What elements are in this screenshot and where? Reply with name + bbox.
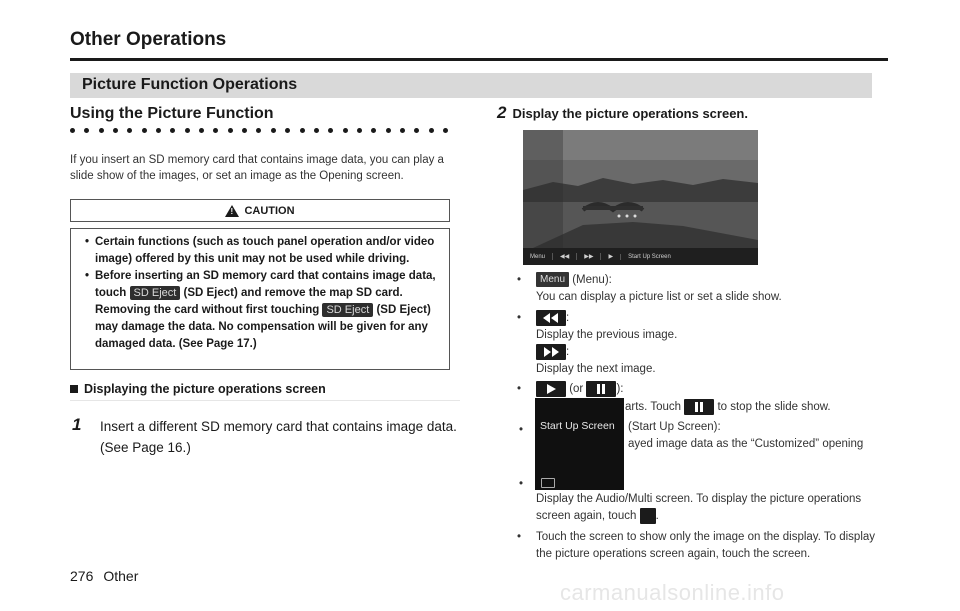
screen-play-icon: ▶	[600, 253, 620, 260]
start-up-screen-label: Start Up Screen	[540, 420, 615, 432]
sd-eject-chip: SD Eject	[322, 303, 373, 317]
subsection-title: Using the Picture Function	[70, 105, 274, 122]
divider	[70, 400, 460, 401]
screen-menu-label: Menu	[530, 253, 546, 260]
bullet: •	[519, 478, 524, 490]
intro-paragraph: If you insert an SD memory card that contains image data, you can play a slide show of the images, or set an image as the Opening screen.	[70, 154, 444, 182]
caution-label: CAUTION	[244, 204, 295, 217]
square-bullet-icon	[70, 385, 78, 393]
page-number: 276	[70, 568, 94, 584]
step-number: 1	[72, 415, 82, 434]
dotted-divider	[70, 128, 448, 134]
screen-next-icon: ▶▶	[576, 253, 600, 260]
warning-icon	[225, 205, 239, 217]
item-touch-screen: • Touch the screen to show only the image on the display. To display the picture operations screen again, touch the screen.	[517, 531, 876, 560]
item-prev-next: • : Display the previous image. : Display the next image.	[517, 312, 678, 376]
play-description: arts. Touch to stop the slide show.	[625, 399, 831, 415]
item-play-pause: • (or ):	[517, 383, 624, 396]
step-number: 2	[497, 103, 507, 122]
step-2	[497, 103, 748, 123]
caution-body	[70, 228, 450, 370]
audio-description: Display the Audio/Multi screen. To display the picture operations screen again, touch .	[536, 493, 862, 523]
bullet: •	[519, 424, 524, 436]
sd-eject-chip: SD Eject	[130, 286, 181, 300]
step-text: Insert a different SD memory card that contains image data. (See Page 16.)	[100, 419, 457, 455]
startup-description: (Start Up Screen): ayed image data as the “Customized” opening	[628, 421, 864, 450]
screen-prev-icon: ◀◀	[552, 253, 576, 260]
fast-forward-icon	[536, 344, 566, 360]
caution-item: • Before inserting an SD memory card that contains image data, touch SD Eject (SD Eject) and remove the map SD card. Removing the card without first touching SD Eject (SD Eject) may damage the data. No compensation will be given for any damaged data. (See Page 17.)	[85, 268, 441, 353]
footer-section: Other	[103, 568, 139, 584]
menu-button: Menu	[536, 272, 569, 287]
section-title: Picture Function Operations	[82, 76, 298, 93]
watermark: carmanualsonline.info	[560, 580, 785, 605]
caution-item: • Certain functions (such as touch panel operation and/or video image) offered by this unit may not be used while driving.	[85, 234, 441, 268]
screen-toolbar	[523, 248, 758, 265]
rewind-icon	[536, 310, 566, 326]
audio-multi-icon	[541, 478, 555, 488]
pause-icon	[586, 381, 616, 397]
title-rule	[70, 58, 888, 61]
picture-screen-image	[523, 130, 758, 265]
item-menu: • Menu (Menu): You can display a picture list or set a slide show.	[517, 274, 782, 303]
step-text: Display the picture operations screen.	[512, 106, 748, 121]
start-up-screen-button-callout	[535, 398, 624, 490]
caution-header	[70, 199, 450, 222]
screen-startup-label: Start Up Screen	[620, 254, 678, 260]
page-footer	[70, 568, 148, 584]
river-bridge-photo	[523, 130, 758, 265]
step-1	[70, 416, 460, 458]
pause-icon	[684, 399, 714, 415]
play-icon	[536, 381, 566, 397]
audio-multi-icon	[640, 508, 656, 524]
procedure-heading: Displaying the picture operations screen	[70, 382, 326, 396]
page-title: Other Operations	[70, 29, 227, 50]
